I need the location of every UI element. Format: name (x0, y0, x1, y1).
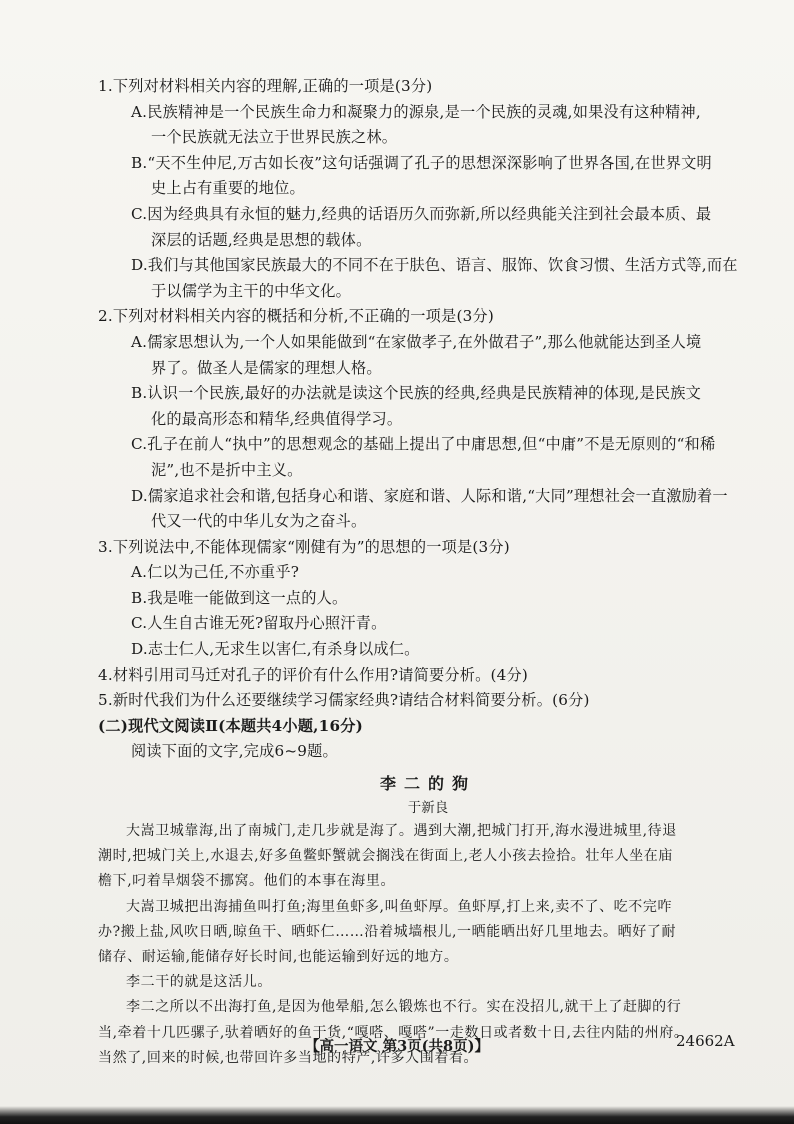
section-instruction: 阅读下面的文字,完成6~9题。 (131, 742, 338, 761)
question-stem: 1.下列对材料相关内容的理解,正确的一项是(3分) (98, 77, 433, 95)
option-a-cont: 界了。做圣人是儒家的理想人格。 (151, 358, 382, 377)
option-d: D.志士仁人,无求生以害仁,有杀身以成仁。 (131, 640, 420, 659)
story-line: 当然了,回来的时候,也带回许多当地的特产,许多人围着看。 (98, 1049, 479, 1066)
exam-code: 24662A (676, 1032, 735, 1050)
story-paragraph: 李二之所以不出海打鱼,是因为他晕船,怎么锻炼也不行。实在没招儿,就干上了赶脚的行 (126, 999, 682, 1016)
option-a-cont: 一个民族就无法立于世界民族之林。 (151, 128, 398, 147)
option-a: A.儒家思想认为,一个人如果能做到“在家做孝子,在外做君子”,那么他就能达到圣人境 (131, 332, 702, 351)
option-c-cont: 泥”,也不是折中主义。 (151, 460, 303, 479)
option-d-cont: 代又一代的中华儿女为之奋斗。 (151, 512, 367, 531)
story-line: 潮时,把城门关上,水退去,好多鱼鳖虾蟹就会搁浅在街面上,老人小孩去捡拾。壮年人坐在庙 (98, 848, 673, 865)
option-c-cont: 深层的话题,经典是思想的载体。 (151, 230, 372, 249)
story-author: 于新良 (407, 800, 449, 817)
question-stem: 3.下列说法中,不能体现儒家“刚健有为”的思想的一项是(3分) (98, 537, 510, 556)
option-c: C.因为经典具有永恒的魅力,经典的话语历久而弥新,所以经典能关注到社会最本质、最 (131, 204, 712, 223)
question-5: 5.新时代我们为什么还要继续学习儒家经典?请结合材料简要分析。(6分) (98, 691, 590, 710)
option-b: B.我是唯一能做到这一点的人。 (131, 588, 348, 607)
option-d-cont: 于以儒学为主干的中华文化。 (151, 281, 352, 300)
option-a: A.民族精神是一个民族生命力和凝聚力的源泉,是一个民族的灵魂,如果没有这种精神, (131, 102, 701, 121)
story-body (98, 819, 758, 1071)
option-c: C.人生自古谁无死?留取丹心照汗青。 (131, 614, 387, 633)
story-line: 储存、耐运输,能储存好长时间,也能运输到好远的地方。 (98, 949, 459, 966)
question-2 (98, 304, 758, 534)
question-4: 4.材料引用司马迁对孔子的评价有什么作用?请简要分析。(4分) (98, 665, 529, 684)
section-heading: (二)现代文阅读Ⅱ(本题共4小题,16分) (98, 716, 363, 735)
page-content (98, 74, 758, 1071)
question-3 (98, 535, 758, 663)
option-b: B.认识一个民族,最好的办法就是读这个民族的经典,经典是民族精神的体现,是民族文 (131, 384, 702, 403)
question-1 (98, 74, 758, 304)
option-d: D.我们与其他国家民族最大的不同不在于肤色、语言、服饰、饮食习惯、生活方式等,而在 (131, 256, 738, 275)
story-paragraph: 李二干的就是这活儿。 (126, 974, 272, 991)
story-line: 檐下,叼着旱烟袋不挪窝。他们的本事在海里。 (98, 873, 396, 890)
story-paragraph: 大嵩卫城靠海,出了南城门,走几步就是海了。遇到大潮,把城门打开,海水漫进城里,待退 (126, 823, 677, 840)
option-c: C.孔子在前人“执中”的思想观念的基础上提出了中庸思想,但“中庸”不是无原则的“和稀 (131, 435, 716, 454)
question-stem: 2.下列对材料相关内容的概括和分析,不正确的一项是(3分) (98, 307, 494, 326)
page-footer: 【高一语文 第3页(共8页)】 (305, 1038, 489, 1055)
option-d: D.儒家追求社会和谐,包括身心和谐、家庭和谐、人际和谐,“大同”理想社会一直激励着一 (131, 486, 728, 505)
story-line: 办?搬上盐,风吹日晒,晾鱼干、晒虾仁……沿着城墙根儿,一晒能晒出好几里地去。晒好了耐 (98, 923, 677, 940)
option-a: A.仁以为己任,不亦重乎? (131, 563, 300, 582)
option-b-cont: 化的最高形态和精华,经典值得学习。 (151, 409, 403, 428)
story-title: 李二的狗 (379, 774, 476, 794)
option-b: B.“天不生仲尼,万古如长夜”这句话强调了孔子的思想深深影响了世界各国,在世界文明 (131, 153, 712, 172)
story-line: 当,牵着十几匹骡子,驮着晒好的鱼干货,“嘎嗒、嘎嗒”一走数日或者数十日,去往内陆的州府。 (98, 1024, 689, 1041)
story-paragraph: 大嵩卫城把出海捕鱼叫打鱼;海里鱼虾多,叫鱼虾厚。鱼虾厚,打上来,卖不了、吃不完咋 (126, 898, 673, 915)
option-b-cont: 史上占有重要的地位。 (151, 179, 305, 198)
scan-edge-shadow (0, 1106, 794, 1124)
